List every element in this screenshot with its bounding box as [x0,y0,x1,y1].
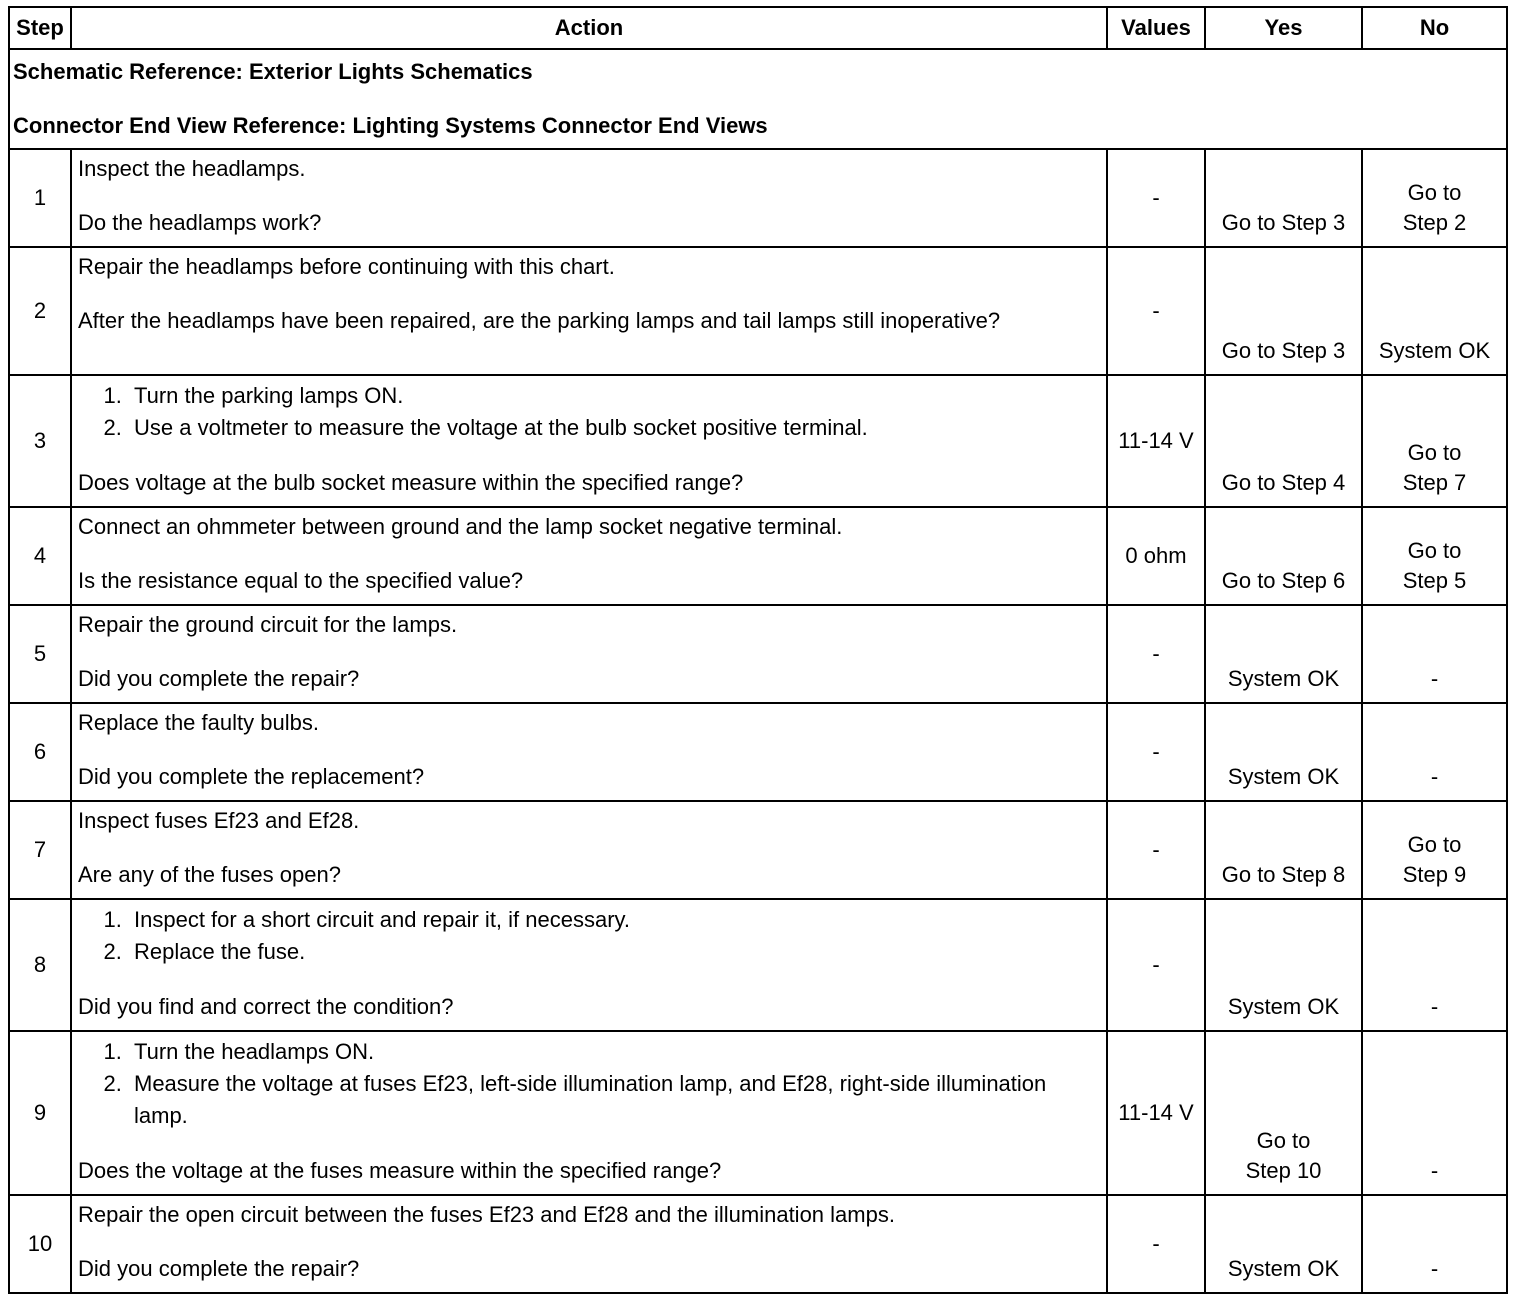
no-text: - [1430,1158,1439,1183]
action-list-item: 1. Turn the parking lamps ON. [128,380,1100,412]
action-text: Repair the open circuit between the fuses Ef23 and Ef28 and the illumination lamps. [78,1202,895,1227]
reference-row [9,49,1507,149]
values-cell: - [1107,703,1205,801]
yes-cell [1205,1031,1362,1195]
table-row [9,703,1507,801]
header-no: No [1362,7,1507,49]
table-row [9,1031,1507,1195]
action-text: Repair the headlamps before continuing with this chart. [78,254,615,279]
yes-text: System OK [1227,764,1340,789]
header-step: Step [9,7,71,49]
values-cell: - [1107,801,1205,899]
no-text: Step 5 [1402,568,1467,593]
step-number: 7 [9,801,71,899]
yes-cell [1205,375,1362,507]
diagnostic-table [8,6,1508,1294]
values-cell: - [1107,1195,1205,1293]
no-text: Step 7 [1402,470,1467,495]
reference-cell [9,49,1507,149]
yes-cell [1205,149,1362,247]
table-row [9,507,1507,605]
values-cell: - [1107,149,1205,247]
yes-cell [1205,899,1362,1031]
yes-text: System OK [1227,994,1340,1019]
values-cell: 11-14 V [1107,1031,1205,1195]
yes-text: Go to Step 4 [1221,470,1346,495]
yes-cell [1205,703,1362,801]
action-cell [71,1195,1107,1293]
table-row [9,605,1507,703]
action-question: After the headlamps have been repaired, are the parking lamps and tail lamps still inoperative? [78,308,1001,333]
values-cell: - [1107,247,1205,375]
no-text: Go to [1407,180,1462,205]
no-text: - [1430,1256,1439,1281]
action-cell [71,1031,1107,1195]
yes-text: Go to Step 3 [1221,338,1346,363]
action-cell [71,801,1107,899]
action-cell [71,247,1107,375]
no-text: - [1430,764,1439,789]
table-row [9,375,1507,507]
header-row [9,7,1507,49]
values-cell: - [1107,899,1205,1031]
no-cell [1362,703,1507,801]
no-text: - [1430,666,1439,691]
action-list [78,380,1100,444]
action-question: Are any of the fuses open? [78,862,341,887]
action-list-item: 1. Turn the headlamps ON. [128,1036,1100,1068]
yes-text: Go to Step 8 [1221,862,1346,887]
action-text: Connect an ohmmeter between ground and the lamp socket negative terminal. [78,514,843,539]
action-question: Does voltage at the bulb socket measure within the specified range? [78,470,744,495]
table-row [9,1195,1507,1293]
yes-text: Go to Step 3 [1221,210,1346,235]
yes-text: System OK [1227,1256,1340,1281]
values-cell: 0 ohm [1107,507,1205,605]
step-number: 10 [9,1195,71,1293]
action-cell [71,899,1107,1031]
action-text: Replace the faulty bulbs. [78,710,319,735]
action-list [78,1036,1100,1132]
step-number: 9 [9,1031,71,1195]
action-cell [71,703,1107,801]
action-text: Repair the ground circuit for the lamps. [78,612,458,637]
yes-text: Go to [1256,1128,1311,1153]
header-yes: Yes [1205,7,1362,49]
action-question: Did you complete the replacement? [78,764,425,789]
yes-cell [1205,605,1362,703]
action-text: Inspect fuses Ef23 and Ef28. [78,808,360,833]
action-question: Did you complete the repair? [78,1256,360,1281]
no-text: Go to [1407,440,1462,465]
step-number: 4 [9,507,71,605]
no-cell [1362,1195,1507,1293]
action-cell [71,149,1107,247]
no-text: Step 2 [1402,210,1467,235]
yes-cell [1205,801,1362,899]
action-list-item: 2. Measure the voltage at fuses Ef23, left-side illumination lamp, and Ef28, right-side illumination lamp. [128,1068,1100,1132]
step-number: 6 [9,703,71,801]
no-cell [1362,801,1507,899]
yes-cell [1205,507,1362,605]
action-list [78,904,1100,968]
step-number: 3 [9,375,71,507]
table-row [9,801,1507,899]
values-cell: 11-14 V [1107,375,1205,507]
no-text: - [1430,994,1439,1019]
table-row [9,149,1507,247]
table-row [9,899,1507,1031]
yes-text: Step 10 [1245,1158,1322,1183]
action-question: Does the voltage at the fuses measure within the specified range? [78,1158,722,1183]
yes-cell [1205,247,1362,375]
step-number: 5 [9,605,71,703]
action-question: Did you complete the repair? [78,666,360,691]
no-cell [1362,899,1507,1031]
yes-text: System OK [1227,666,1340,691]
table-row [9,247,1507,375]
yes-cell [1205,1195,1362,1293]
header-action: Action [71,7,1107,49]
action-question: Do the headlamps work? [78,210,322,235]
action-cell [71,605,1107,703]
action-question: Is the resistance equal to the specified value? [78,568,524,593]
action-text: Inspect the headlamps. [78,156,306,181]
yes-text: Go to Step 6 [1221,568,1346,593]
step-number: 2 [9,247,71,375]
no-cell [1362,605,1507,703]
header-values: Values [1107,7,1205,49]
action-cell [71,507,1107,605]
no-cell [1362,375,1507,507]
action-cell [71,375,1107,507]
no-text: Step 9 [1402,862,1467,887]
no-cell [1362,507,1507,605]
step-number: 8 [9,899,71,1031]
step-number: 1 [9,149,71,247]
no-text: Go to [1407,832,1462,857]
no-cell [1362,247,1507,375]
connector-reference: Connector End View Reference: Lighting Systems Connector End Views [13,113,768,138]
no-text: System OK [1378,338,1491,363]
schematic-reference: Schematic Reference: Exterior Lights Schematics [13,59,533,84]
action-list-item: 2. Replace the fuse. [128,936,1100,968]
action-list-item: 2. Use a voltmeter to measure the voltage at the bulb socket positive terminal. [128,412,1100,444]
action-question: Did you find and correct the condition? [78,994,454,1019]
values-cell: - [1107,605,1205,703]
no-text: Go to [1407,538,1462,563]
no-cell [1362,1031,1507,1195]
no-cell [1362,149,1507,247]
action-list-item: 1. Inspect for a short circuit and repair it, if necessary. [128,904,1100,936]
